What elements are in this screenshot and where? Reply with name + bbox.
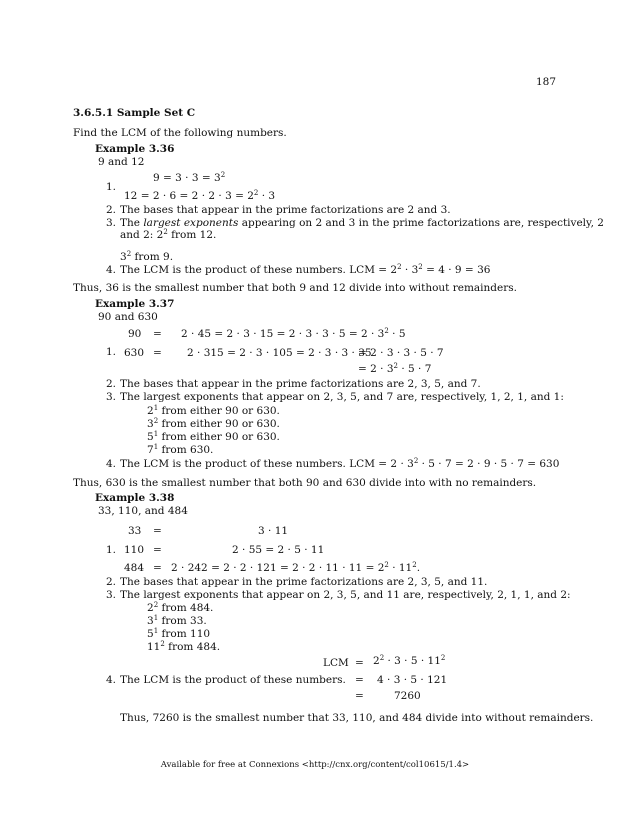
equals-sign: = — [153, 347, 162, 359]
step-number: 4. — [106, 674, 117, 686]
step-text: The bases that appear in the prime factorizations are 2 and 3. — [120, 204, 451, 216]
step-text: The LCM is the product of these numbers. LCM = $2 \cdot 3^2 \cdot 5 \cdot 7 = 2 \cdot 9 \cdot 5 \cdot 7 = 630$ — [120, 457, 560, 470]
step-text: The LCM is the product of these numbers. — [120, 674, 346, 686]
factorization-33: 3 · 11 — [258, 525, 289, 537]
list-item: $5^1$ from either 90 or 630. — [147, 430, 280, 443]
step-number: 3. — [106, 589, 117, 601]
step-text-continued: $3^2$ from 9. — [120, 250, 174, 263]
step-text: The largest exponents appearing on 2 and 3 in the prime factorizations are, respectively, 2 — [120, 217, 604, 229]
list-item: $11^2$ from 484. — [147, 640, 221, 653]
list-item: $3^1$ from 33. — [147, 614, 207, 627]
lcm-row-1: $2^2 \cdot 3 \cdot 5 \cdot 11^2$ — [373, 654, 446, 667]
conclusion-text: Thus, 36 is the smallest number that both 9 and 12 divide into without remainders. — [73, 282, 517, 294]
lcm-label: LCM — [323, 657, 349, 669]
lhs-90: 90 — [128, 328, 142, 340]
equals-sign: = — [153, 328, 162, 340]
step-text: The bases that appear in the prime factorizations are 2, 3, 5, and 11. — [120, 576, 488, 588]
example-title: Example 3.37 — [95, 298, 175, 310]
factorization-630-cont: = $2 \cdot 3^2 \cdot 5 \cdot 7$ — [358, 362, 432, 375]
conclusion-text: Thus, 630 is the smallest number that both 90 and 630 divide into with no remainders. — [73, 477, 537, 489]
step-number: 4. — [106, 458, 117, 470]
factorization-484: $2 \cdot 242 = 2 \cdot 2 \cdot 121 = 2 \cdot 2 \cdot 11 \cdot 11 = 2^2 \cdot 11^2$. — [171, 561, 421, 574]
factorization-12: $12 = 2 \cdot 6 = 2 \cdot 2 \cdot 3 = 2^2 \cdot 3$ — [124, 189, 276, 202]
example-numbers: 90 and 630 — [98, 311, 158, 323]
step-number: 3. — [106, 217, 117, 229]
lcm-row-3: 7260 — [394, 690, 421, 702]
step-number: 2. — [106, 378, 117, 390]
equals-sign: = — [355, 657, 364, 669]
lhs-484: 484 — [124, 562, 145, 574]
lhs-33: 33 — [128, 525, 142, 537]
step-number: 2. — [106, 204, 117, 216]
equals-sign: = — [153, 544, 162, 556]
step-text: The bases that appear in the prime factorizations are 2, 3, 5, and 7. — [120, 378, 481, 390]
step-number: 4. — [106, 264, 117, 276]
factorization-90: $2 \cdot 45 = 2 \cdot 3 \cdot 15 = 2 \cdot 3 \cdot 3 \cdot 5 = 2 \cdot 3^2 \cdot 5$ — [181, 327, 406, 340]
section-heading: 3.6.5.1 Sample Set C — [73, 107, 196, 119]
lhs-110: 110 — [124, 544, 145, 556]
equals-sign: = — [355, 690, 364, 702]
equals-sign: = — [153, 525, 162, 537]
footer-attribution: Available for free at Connexions <http://cnx.org/content/col10615/1.4> — [160, 760, 470, 770]
step-number: 3. — [106, 391, 117, 403]
example-numbers: 33, 110, and 484 — [98, 505, 188, 517]
factorization-630-cont: = 2 · 3 · 3 · 5 · 7 — [358, 347, 444, 359]
step-number: 1. — [106, 544, 117, 556]
factorization-110: 2 · 55 = 2 · 5 · 11 — [232, 544, 325, 556]
step-number: 2. — [106, 576, 117, 588]
conclusion-text: Thus, 7260 is the smallest number that 33, 110, and 484 divide into without remainders. — [120, 712, 594, 724]
page-number: 187 — [536, 76, 557, 88]
lhs-630: 630 — [124, 347, 145, 359]
step-text-continued: and 2: $2^2$ from 12. — [120, 228, 217, 241]
list-item: $5^1$ from 110 — [147, 627, 211, 640]
factorization-630: 2 · 315 = 2 · 3 · 105 = 2 · 3 · 3 · 35 — [187, 347, 372, 359]
equals-sign: = — [153, 562, 162, 574]
example-title: Example 3.38 — [95, 492, 175, 504]
step-number: 1. — [106, 346, 117, 358]
factorization-9: $9 = 3 \cdot 3 = 3^2$ — [153, 171, 226, 184]
list-item: $3^2$ from either 90 or 630. — [147, 417, 280, 430]
lcm-row-2: 4 · 3 · 5 · 121 — [377, 674, 448, 686]
list-item: $7^1$ from 630. — [147, 443, 214, 456]
list-item: $2^2$ from 484. — [147, 601, 214, 614]
example-numbers: 9 and 12 — [98, 156, 145, 168]
step-text: The LCM is the product of these numbers. LCM = $2^2 \cdot 3^2 = 4 \cdot 9 = 36$ — [120, 263, 491, 276]
equals-sign: = — [355, 674, 364, 686]
step-text: The largest exponents that appear on 2, 3, 5, and 7 are, respectively, 1, 2, 1, and 1: — [120, 391, 564, 403]
step-number: 1. — [106, 181, 117, 193]
step-text: The largest exponents that appear on 2, 3, 5, and 11 are, respectively, 2, 1, 1, and 2: — [120, 589, 571, 601]
instruction-text: Find the LCM of the following numbers. — [73, 127, 287, 139]
example-title: Example 3.36 — [95, 143, 175, 155]
list-item: $2^1$ from either 90 or 630. — [147, 404, 280, 417]
